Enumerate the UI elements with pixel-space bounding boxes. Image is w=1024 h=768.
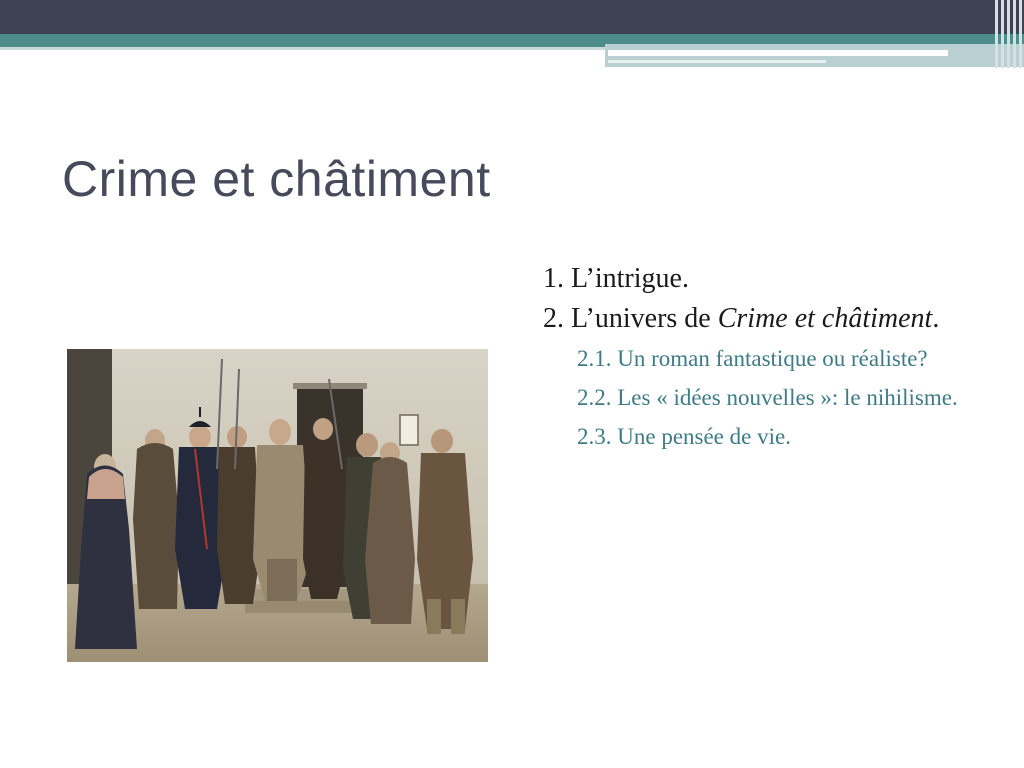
- outline-subitem-2-1: [577, 342, 983, 375]
- slide-title: Crime et châtiment: [62, 151, 491, 207]
- outline-item-1-text: 1. L’intrigue.: [543, 263, 689, 294]
- outline-item-2-suffix: .: [932, 303, 940, 334]
- slide-outline: [543, 262, 983, 459]
- outline-subitem-2-3: [577, 420, 983, 453]
- outline-item-2-prefix: 2. L’univers de: [543, 303, 718, 334]
- outline-item-1: [543, 262, 983, 296]
- outline-item-2: [543, 302, 983, 336]
- outline-subitem-2-2-text: 2.2. Les « idées nouvelles »: le nihilisme.: [577, 385, 958, 410]
- header-notch-line: [608, 60, 826, 63]
- header-edge-stripes: [994, 0, 1024, 68]
- outline-subitem-2-2: [577, 381, 983, 414]
- header-notch-inner: [608, 50, 948, 56]
- header-band-dark: [0, 0, 1024, 34]
- outline-item-2-italic: Crime et châtiment: [717, 303, 933, 334]
- outline-subitem-2-3-text: 2.3. Une pensée de vie.: [577, 424, 791, 449]
- outline-subitem-2-1-text: 2.1. Un roman fantastique ou réaliste?: [577, 346, 928, 371]
- painting-image: [67, 349, 488, 662]
